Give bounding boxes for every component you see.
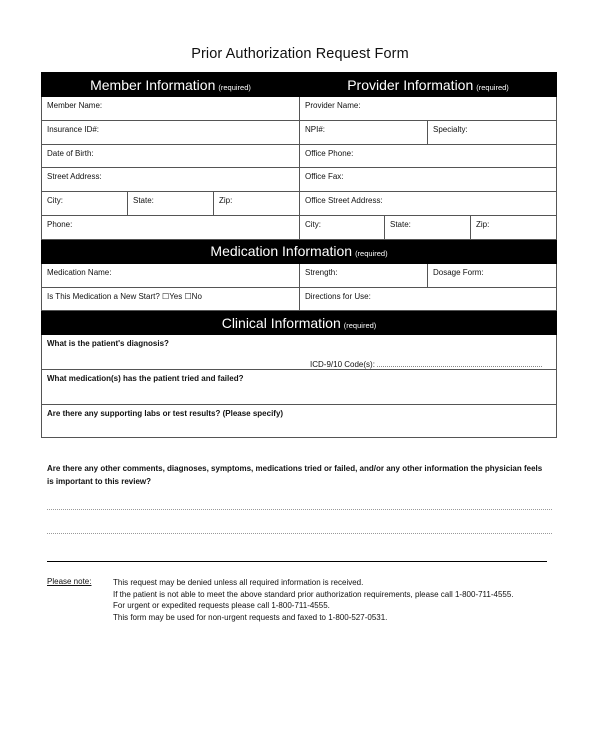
note-line: This form may be used for non-urgent requests and faxed to 1-800-527-0531. xyxy=(113,613,388,623)
member-header-label: Member Information xyxy=(90,76,216,93)
provider-required-label: (required) xyxy=(476,82,509,92)
form-title: Prior Authorization Request Form xyxy=(191,46,409,62)
medication-information-header xyxy=(42,239,557,263)
member-state-field[interactable] xyxy=(128,192,214,215)
notes-list xyxy=(113,577,514,624)
office-street-address-field[interactable] xyxy=(300,191,557,215)
new-start-field xyxy=(42,287,300,311)
comments-question-line-1: Are there any other comments, diagnoses, symptoms, medications tried or failed, and/or any other information the physician feels xyxy=(47,464,543,473)
note-line: This request may be denied unless all required information is received. xyxy=(113,578,364,587)
member-name-label: Member Name: xyxy=(47,101,103,110)
medication-header-label: Medication Information xyxy=(210,243,353,259)
icd-code-field[interactable] xyxy=(310,359,542,369)
medication-name-field[interactable] xyxy=(42,263,300,287)
provider-zip-label: Zip: xyxy=(476,219,490,229)
member-phone-field[interactable] xyxy=(42,215,300,239)
specialty-label: Specialty: xyxy=(433,124,468,134)
provider-state-label: State: xyxy=(390,219,411,229)
new-start-label: Is This Medication a New Start? xyxy=(47,291,160,301)
yes-checkbox[interactable]: ☐ xyxy=(162,291,170,301)
note-line: For urgent or expedited requests please call 1-800-711-4555. xyxy=(113,601,330,611)
provider-information-header xyxy=(300,73,557,97)
comments-question xyxy=(47,463,557,488)
street-address-field[interactable] xyxy=(42,168,300,192)
directions-label: Directions for Use: xyxy=(305,291,371,301)
specialty-field[interactable] xyxy=(428,121,556,144)
member-city-field[interactable] xyxy=(42,192,128,215)
member-city-state-zip-row xyxy=(42,191,300,215)
street-address-label: Street Address: xyxy=(47,172,102,181)
provider-city-state-zip-row xyxy=(300,215,557,239)
npi-label: NPI#: xyxy=(305,124,326,134)
member-zip-label: Zip: xyxy=(219,195,233,205)
date-of-birth-field[interactable] xyxy=(42,144,300,168)
provider-city-label: City: xyxy=(305,219,321,229)
comments-question-line-2: is important to this review? xyxy=(47,476,152,486)
note-line: If the patient is not able to meet the above standard prior authorization requirements, please call 1-800-711-4555. xyxy=(113,589,514,599)
provider-city-field[interactable] xyxy=(300,216,385,239)
office-phone-label: Office Phone: xyxy=(305,148,354,158)
comments-line-1[interactable] xyxy=(47,509,552,510)
member-information-header xyxy=(42,73,300,97)
comments-line-2[interactable] xyxy=(47,533,552,534)
strength-field[interactable] xyxy=(300,264,428,287)
medication-name-label: Medication Name: xyxy=(47,267,112,277)
clinical-required-label: (required) xyxy=(343,320,377,330)
medication-required-label: (required) xyxy=(355,249,388,258)
office-fax-label: Office Fax: xyxy=(305,172,344,181)
strength-label: Strength: xyxy=(305,267,338,277)
please-note-label: Please note: xyxy=(47,577,92,586)
office-phone-field[interactable] xyxy=(300,144,557,168)
tried-failed-label: What medication(s) has the patient tried and failed? xyxy=(47,374,244,383)
office-fax-field[interactable] xyxy=(300,168,557,192)
member-name-field[interactable] xyxy=(42,97,300,121)
member-city-label: City: xyxy=(47,195,63,205)
provider-name-label: Provider Name: xyxy=(305,101,361,110)
directions-for-use-field[interactable] xyxy=(300,287,557,311)
office-street-address-label: Office Street Address: xyxy=(305,195,383,205)
member-phone-label: Phone: xyxy=(47,219,73,229)
insurance-id-label: Insurance ID#: xyxy=(47,124,100,134)
authorization-form-table xyxy=(41,72,557,438)
diagnosis-label: What is the patient's diagnosis? xyxy=(47,339,169,348)
section-divider xyxy=(47,561,547,562)
provider-state-field[interactable] xyxy=(385,216,471,239)
labs-results-field[interactable] xyxy=(42,405,557,438)
diagnosis-field[interactable] xyxy=(42,335,557,370)
provider-zip-field[interactable] xyxy=(471,216,556,239)
date-of-birth-label: Date of Birth: xyxy=(47,148,94,158)
no-checkbox[interactable]: ☐ xyxy=(184,291,192,301)
dosage-form-label: Dosage Form: xyxy=(433,267,484,277)
npi-field[interactable] xyxy=(300,121,428,144)
strength-dosage-row xyxy=(300,263,557,287)
provider-header-label: Provider Information xyxy=(347,76,474,93)
no-label: No xyxy=(191,291,202,301)
member-state-label: State: xyxy=(133,195,154,205)
npi-specialty-row xyxy=(300,120,557,144)
member-required-label: (required) xyxy=(218,82,251,92)
member-zip-field[interactable] xyxy=(214,192,299,215)
icd-code-line xyxy=(377,359,542,367)
provider-name-field[interactable] xyxy=(300,97,557,121)
insurance-id-field[interactable] xyxy=(42,120,300,144)
tried-failed-field[interactable] xyxy=(42,370,557,405)
dosage-form-field[interactable] xyxy=(428,264,556,287)
icd-label: ICD-9/10 Code(s): xyxy=(310,360,375,369)
yes-label: Yes xyxy=(169,291,183,301)
clinical-header-label: Clinical Information xyxy=(221,314,341,331)
labs-results-label: Are there any supporting labs or test results? (Please specify) xyxy=(47,409,284,418)
clinical-information-header xyxy=(42,311,557,335)
